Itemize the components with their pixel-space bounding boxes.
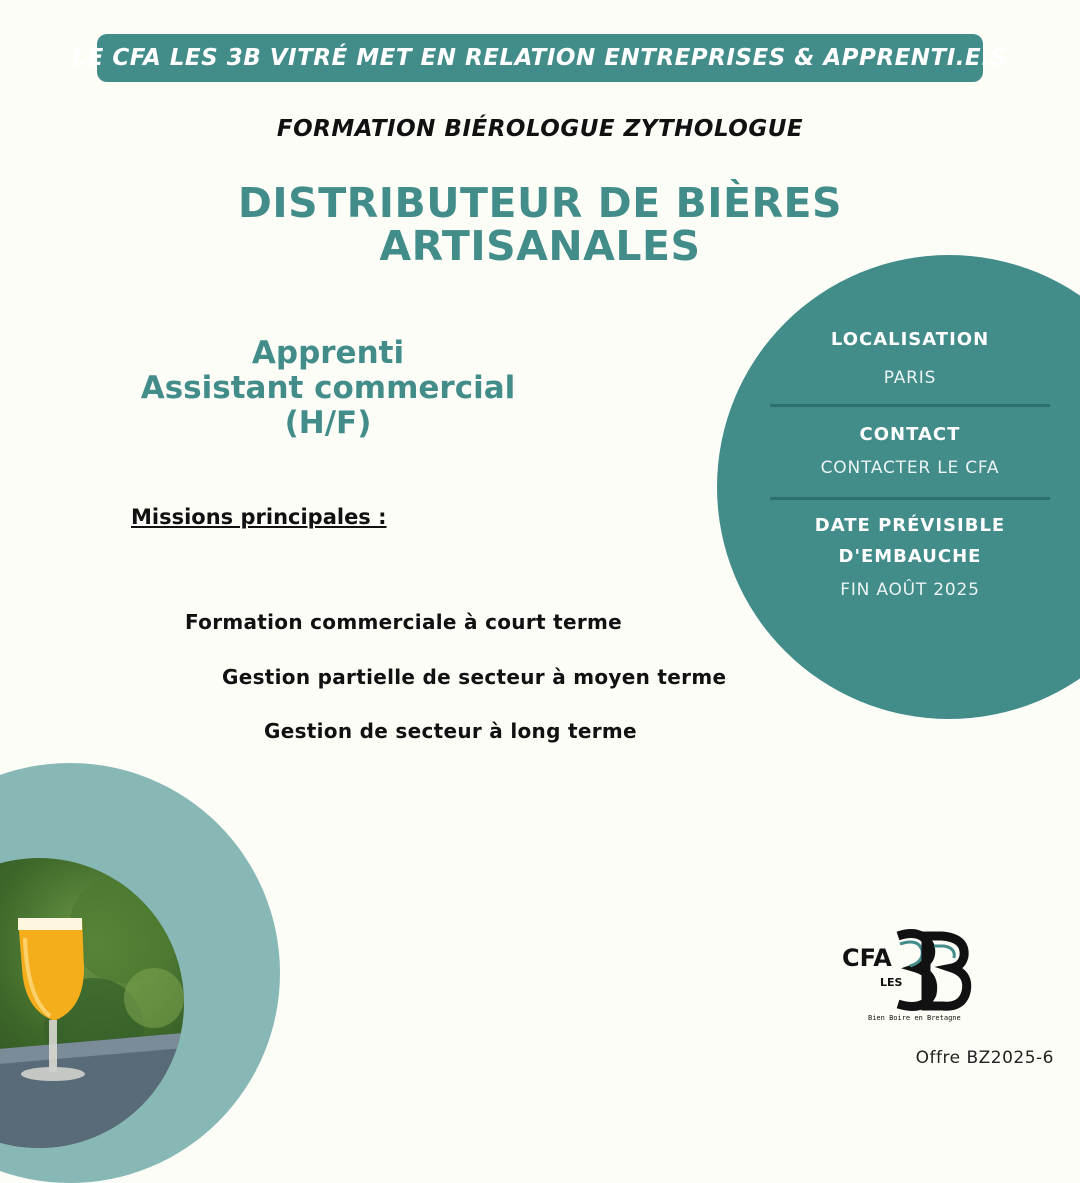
page-title <box>0 179 1080 270</box>
job-line-1: Apprenti <box>251 335 405 371</box>
logo-graphic <box>838 922 978 1022</box>
hire-date-label-1: DATE PRÉVISIBLE <box>814 515 1006 536</box>
location-value: PARIS <box>883 368 937 388</box>
location-label: LOCALISATION <box>830 329 990 350</box>
title-line-1: DISTRIBUTEUR DE BIÈRES <box>237 179 843 227</box>
info-divider-1 <box>770 404 1050 407</box>
contact-block <box>770 419 1050 481</box>
banner-text: LE CFA LES 3B VITRÉ MET EN RELATION ENTREPRISES & APPRENTI.E.S <box>72 45 1008 71</box>
mission-item-2: Gestion partielle de secteur à moyen terme <box>222 665 727 689</box>
job-title <box>110 336 546 441</box>
missions-heading: Missions principales : <box>131 505 387 529</box>
hire-date-label-2: D'EMBAUCHE <box>838 546 982 567</box>
logo-cfa-text: CFA <box>842 944 892 972</box>
hire-date-block <box>770 510 1050 603</box>
job-line-3: (H/F) <box>284 405 372 441</box>
contact-value: CONTACTER LE CFA <box>820 458 1000 478</box>
contact-label: CONTACT <box>859 424 961 445</box>
logo-les-text: LES <box>880 976 903 989</box>
mission-item-1: Formation commerciale à court terme <box>185 610 623 634</box>
info-divider-2 <box>770 497 1050 500</box>
formation-subtitle: FORMATION BIÉROLOGUE ZYTHOLOGUE <box>276 116 804 142</box>
cfa-les-3b-logo <box>838 922 978 1022</box>
title-line-2: ARTISANALES <box>379 222 701 270</box>
logo-tagline: Bien Boire en Bretagne <box>868 1014 961 1022</box>
hire-date-value: FIN AOÛT 2025 <box>840 580 980 600</box>
job-line-2: Assistant commercial <box>140 370 516 406</box>
offer-reference: Offre BZ2025-6 <box>915 1048 1054 1068</box>
location-block <box>770 324 1050 391</box>
mission-item-3: Gestion de secteur à long terme <box>264 719 637 743</box>
header-banner <box>72 34 1008 82</box>
